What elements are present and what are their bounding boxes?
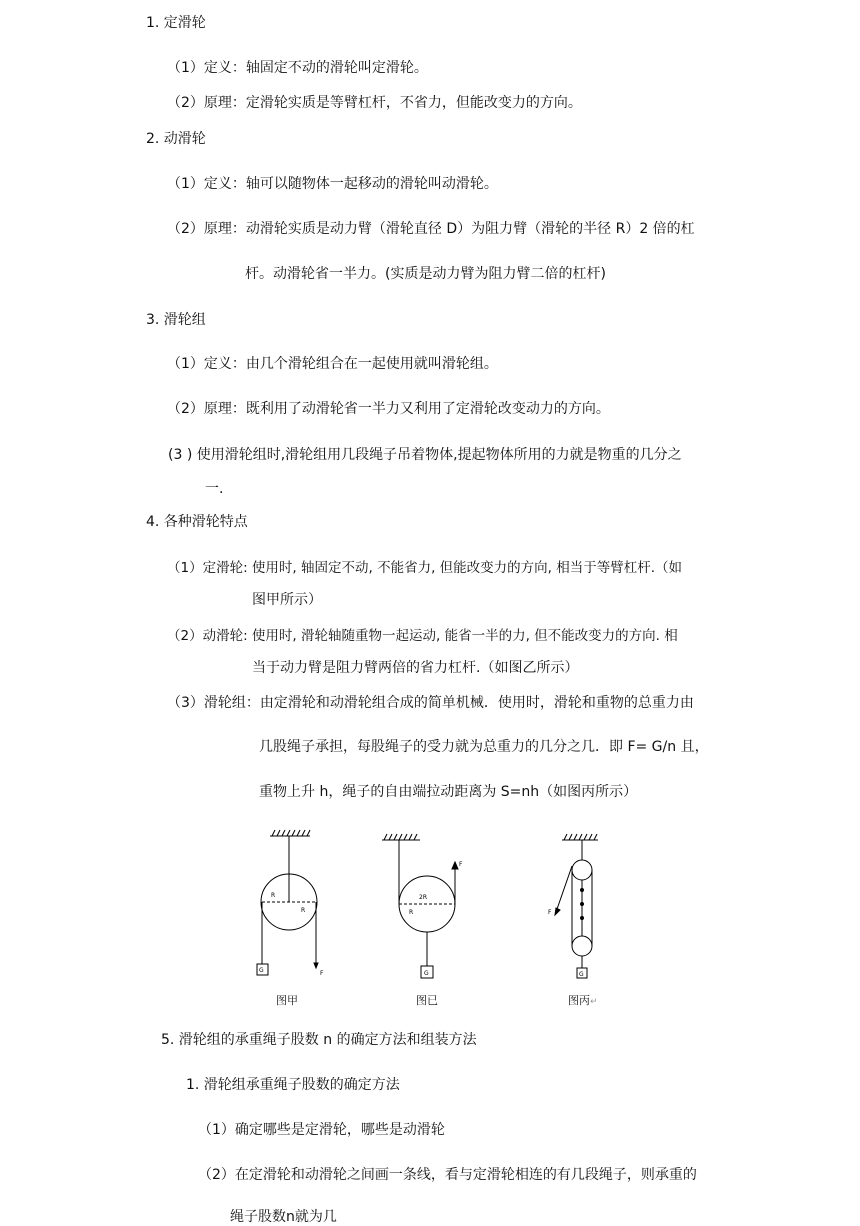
section-4-pulley-block-line1: （3）滑轮组：由定滑轮和动滑轮组合成的简单机械．使用时，滑轮和重物的总重力由 [167,695,694,711]
figure-jia-label-r-bottom: R [301,907,306,914]
figure-bing-caption-text: 图丙 [568,994,590,1007]
section-5-subtitle: 1. 滑轮组承重绳子股数的确定方法 [186,1077,400,1093]
section-4-fixed-pulley-line1: （1）定滑轮: 使用时, 轴固定不动, 不能省力, 但能改变力的方向, 相当于等臂杠杆.（如 [167,560,683,576]
section-2-principle-line2: 杆。动滑轮省一半力。(实质是动力臂为阻力臂二倍的杠杆) [245,266,606,282]
paragraph-mark-icon: ↵ [590,997,598,1007]
figure-yi-caption: 图已 [416,994,438,1007]
section-3-title: 3. 滑轮组 [146,312,206,328]
figure-jia-label-r-top: R [271,892,276,899]
section-2-principle-line1: （2）原理：动滑轮实质是动力臂（滑轮直径 D）为阻力臂（滑轮的半径 R）2 倍的杠 [167,221,695,237]
section-4-fixed-pulley-line2: 图甲所示） [252,592,322,608]
section-3-usage-line1: (3 ) 使用滑轮组时,滑轮组用几段绳子吊着物体,提起物体所用的力就是物重的几分之 [168,447,682,463]
section-5-step-2-line1: （2）在定滑轮和动滑轮之间画一条线，看与定滑轮相连的有几段绳子，则承重的 [198,1167,697,1183]
figure-jia-label-f: F [320,970,324,977]
section-4-title: 4. 各种滑轮特点 [146,514,248,530]
figure-yi-label-r: R [409,909,414,916]
section-2-title: 2. 动滑轮 [146,131,206,147]
figure-yi-label-2r: 2R [419,894,427,901]
section-1-principle: （2）原理：定滑轮实质是等臂杠杆，不省力，但能改变力的方向。 [167,95,582,111]
figure-bing-label-f: F [548,909,552,916]
section-5-title: 5. 滑轮组的承重绳子股数 n 的确定方法和组装方法 [161,1032,477,1048]
section-5-step-2-line2: 绳子股数n就为几 [230,1209,337,1225]
section-3-principle: （2）原理：既利用了动滑轮省一半力又利用了定滑轮改变动力的方向。 [167,401,610,417]
section-4-movable-pulley-line2: 当于动力臂是阻力臂两倍的省力杠杆.（如图乙所示） [252,660,579,676]
figure-yi-movable-pulley [382,834,458,978]
figure-bing-label-g: G [579,971,584,978]
figure-yi-label-g: G [424,970,429,977]
section-1-definition: （1）定义：轴固定不动的滑轮叫定滑轮。 [167,60,428,76]
figure-bing-pulley-block [555,834,598,978]
section-4-movable-pulley-line1: （2）动滑轮: 使用时, 滑轮轴随重物一起运动, 能省一半的力, 但不能改变力的方向. 相 [167,628,678,644]
section-2-definition: （1）定义：轴可以随物体一起移动的滑轮叫动滑轮。 [167,176,498,192]
figure-jia-caption: 图甲 [276,994,298,1007]
figure-jia-fixed-pulley [257,830,318,975]
section-4-pulley-block-line3: 重物上升 h，绳子的自由端拉动距离为 S=nh（如图丙所示） [259,784,638,800]
figure-bing-caption [568,994,598,1009]
section-3-definition: （1）定义：由几个滑轮组合在一起使用就叫滑轮组。 [167,356,498,372]
section-4-pulley-block-line2: 几股绳子承担，每股绳子的受力就为总重力的几分之几．即 F= G/n 且， [259,739,709,755]
section-3-usage-line2: 一. [205,481,224,497]
figure-jia-label-g: G [259,967,264,974]
figure-yi-label-f: F [459,861,463,868]
section-5-step-1: （1）确定哪些是定滑轮，哪些是动滑轮 [198,1122,445,1138]
section-1-title: 1. 定滑轮 [146,15,206,31]
